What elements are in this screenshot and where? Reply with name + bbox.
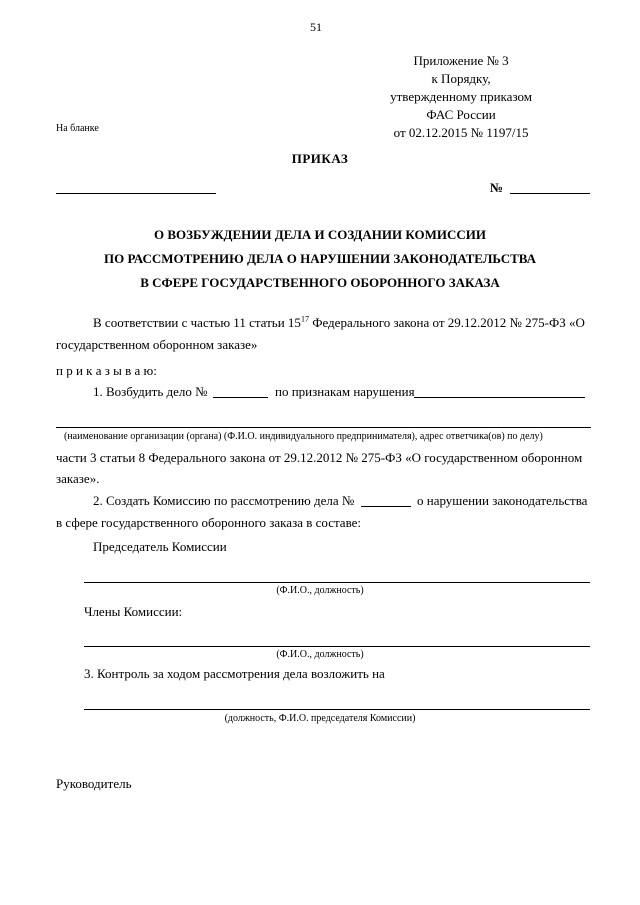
- case-number-blank: [213, 397, 268, 398]
- violation-blank: [414, 397, 585, 398]
- chairman-label: Председатель Комиссии: [93, 539, 227, 554]
- doc-type-heading: ПРИКАЗ: [291, 151, 349, 166]
- chairman-caption: (Ф.И.О., должность): [276, 585, 364, 596]
- on-letterhead-note: На бланке: [56, 123, 99, 134]
- order-word: п р и к а з ы в а ю:: [56, 363, 157, 378]
- item2-text-b: о нарушении законодательства: [417, 493, 588, 508]
- page-number: 51: [310, 20, 322, 34]
- title-line: В СФЕРЕ ГОСУДАРСТВЕННОГО ОБОРОННОГО ЗАКАЗА: [140, 275, 500, 290]
- intro-text-a: В соответствии с частью 11 статьи 15: [93, 315, 301, 330]
- item3-text: 3. Контроль за ходом рассмотрения дела возложить на: [84, 666, 385, 681]
- control-blank-line: [84, 709, 590, 710]
- item1-text-c: части 3 статьи 8 Федерального закона от 29.12.2012 № 275-ФЗ «О государственном оборонном: [56, 450, 583, 465]
- item2-text-a: 2. Создать Комиссию по рассмотрению дела №: [93, 493, 355, 508]
- members-label: Члены Комиссии:: [84, 604, 183, 619]
- item1-text-d: заказе».: [56, 471, 100, 486]
- intro-superscript: 17: [300, 314, 309, 324]
- chairman-blank-line: [84, 582, 590, 583]
- title-line: О ВОЗБУЖДЕНИИ ДЕЛА И СОЗДАНИИ КОМИССИИ: [154, 227, 486, 242]
- intro-line-2: государственном оборонном заказе»: [56, 337, 258, 352]
- case-number-blank-2: [361, 506, 411, 507]
- item2-text-c: в сфере государственного оборонного заказа в составе:: [56, 515, 362, 530]
- item1-text-a: 1. Возбудить дело №: [93, 384, 208, 399]
- org-blank-line: [56, 427, 591, 428]
- signature-label: Руководитель: [56, 776, 132, 791]
- intro-line-1: [93, 315, 585, 331]
- date-blank-line: [56, 193, 216, 194]
- intro-text-b: Федерального закона от 29.12.2012 № 275-ФЗ «О: [308, 315, 585, 330]
- number-blank-line: [510, 193, 590, 194]
- appendix-line: от 02.12.2015 № 1197/15: [393, 125, 529, 140]
- appendix-line: ФАС России: [426, 107, 496, 122]
- item1-text-b: по признакам нарушения: [275, 384, 415, 399]
- members-blank-line: [84, 646, 590, 647]
- control-caption: (должность, Ф.И.О. председателя Комиссии): [224, 713, 416, 724]
- appendix-block: [390, 52, 532, 142]
- number-label: №: [490, 180, 504, 195]
- order-title: [0, 223, 640, 295]
- appendix-line: утвержденному приказом: [390, 89, 532, 104]
- appendix-line: Приложение № 3: [413, 53, 509, 68]
- appendix-line: к Порядку,: [431, 71, 491, 86]
- title-line: ПО РАССМОТРЕНИЮ ДЕЛА О НАРУШЕНИИ ЗАКОНОДАТЕЛЬСТВА: [103, 251, 537, 266]
- members-caption: (Ф.И.О., должность): [276, 649, 364, 660]
- org-caption: (наименование организации (органа) (Ф.И.О. индивидуального предпринимателя), адрес ответчика(ов) по делу): [64, 431, 543, 442]
